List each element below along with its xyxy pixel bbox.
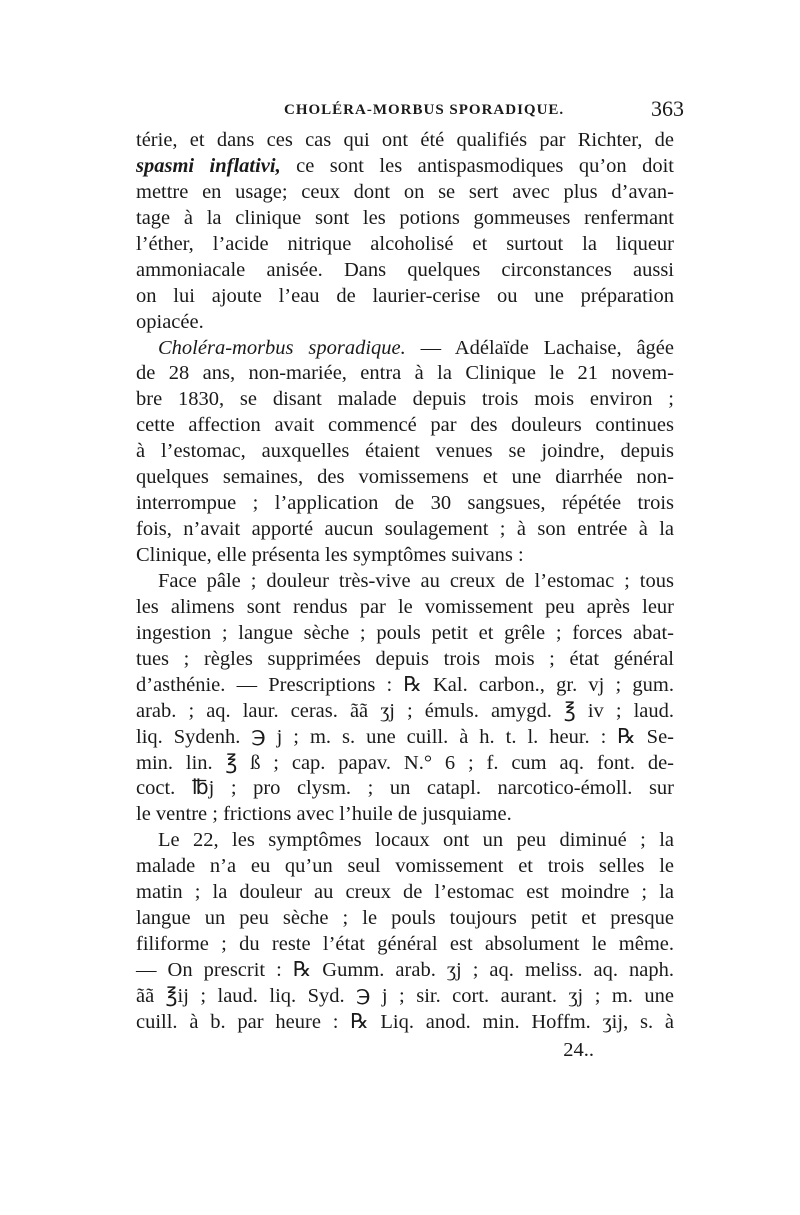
text-line — [136, 258, 674, 284]
body-text — [136, 128, 674, 1064]
text-line — [136, 336, 674, 362]
text-segment: matin ; la douleur au creux de l’estomac est moindre ; la — [136, 881, 674, 904]
text-segment: le ventre ; frictions avec l’huile de jusquiame. — [136, 803, 512, 826]
text-segment: 24.. — [563, 1038, 594, 1061]
text-line — [136, 984, 674, 1010]
text-line — [136, 310, 674, 336]
text-segment: à l’estomac, auxquelles étaient venues se joindre, depuis — [136, 440, 674, 463]
text-line — [136, 128, 674, 154]
text-line — [136, 232, 674, 258]
text-line — [136, 880, 674, 906]
text-segment: cette affection avait commencé par des douleurs continues — [136, 414, 674, 437]
text-line — [136, 621, 674, 647]
text-segment: opiacée. — [136, 310, 204, 333]
text-line — [136, 725, 674, 751]
text-line — [136, 413, 674, 439]
text-segment: min. lin. ℥ ß ; cap. papav. N.° 6 ; f. cum aq. font. de- — [136, 751, 674, 774]
text-line — [136, 284, 674, 310]
text-line — [136, 569, 674, 595]
text-segment: tues ; règles supprimées depuis trois mois ; état général — [136, 647, 674, 670]
text-segment: Choléra-morbus sporadique. — [158, 336, 406, 359]
text-line — [136, 543, 674, 569]
text-segment: spasmi inflativi, — [136, 154, 281, 177]
text-line — [136, 673, 674, 699]
text-line — [136, 517, 674, 543]
text-line — [136, 854, 674, 880]
text-segment: les alimens sont rendus par le vomissement peu après leur — [136, 595, 674, 618]
text-line — [136, 387, 674, 413]
text-line — [136, 751, 674, 777]
text-segment: de 28 ans, non-mariée, entra à la Clinique le 21 novem- — [136, 362, 674, 385]
text-segment: on lui ajoute l’eau de laurier-cerise ou une préparation — [136, 284, 674, 307]
text-segment: malade n’a eu qu’un seul vomissement et trois selles le — [136, 855, 674, 878]
text-segment: térie, et dans ces cas qui ont été qualifiés par Richter, de — [136, 129, 674, 151]
text-segment: coct. ℔j ; pro clysm. ; un catapl. narcotico-émoll. sur — [136, 777, 674, 800]
text-segment: fois, n’avait apporté aucun soulagement ; à son entrée à la — [136, 518, 674, 541]
text-line — [136, 776, 674, 802]
text-line — [136, 206, 674, 232]
text-segment: ingestion ; langue sèche ; pouls petit et grêle ; forces abat- — [136, 621, 674, 644]
text-segment: — On prescrit : ℞ Gumm. arab. ʒj ; aq. meliss. aq. naph. — [136, 959, 674, 981]
running-head — [136, 96, 684, 124]
running-title: CHOLÉRA-MORBUS SPORADIQUE. — [284, 102, 565, 118]
text-line — [136, 1010, 674, 1036]
text-line — [136, 647, 674, 673]
text-segment: cuill. à b. par heure : ℞ Liq. anod. min. Hoffm. ʒij, s. à — [136, 1010, 674, 1033]
text-line — [136, 154, 674, 180]
text-segment: quelques semaines, des vomissemens et une diarrhée non- — [136, 466, 674, 489]
text-segment: filiforme ; du reste l’état général est absolument le même. — [136, 933, 674, 956]
text-segment: interrompue ; l’application de 30 sangsues, répétée trois — [136, 492, 674, 515]
text-segment: Face pâle ; douleur très-vive au creux de l’estomac ; tous — [158, 569, 674, 592]
page-number: 363 — [651, 96, 684, 121]
text-segment: — Adélaïde Lachaise, âgée — [405, 336, 674, 359]
text-line — [136, 699, 674, 725]
text-line — [136, 906, 674, 932]
text-line — [136, 595, 674, 621]
text-segment: Le 22, les symptômes locaux ont un peu diminué ; la — [158, 829, 674, 852]
text-segment: liq. Sydenh. ℈ j ; m. s. une cuill. à h. t. l. heur. : ℞ Se- — [136, 725, 674, 748]
text-line — [136, 802, 674, 828]
catchword — [136, 1038, 674, 1064]
text-line — [136, 361, 674, 387]
text-segment: tage à la clinique sont les potions gommeuses renfermant — [136, 206, 674, 229]
text-segment: ammoniacale anisée. Dans quelques circonstances aussi — [136, 258, 674, 281]
text-segment: bre 1830, se disant malade depuis trois mois environ ; — [136, 388, 674, 411]
text-line — [136, 439, 674, 465]
text-segment: Clinique, elle présenta les symptômes suivans : — [136, 544, 524, 566]
text-segment: ce sont les antispasmodiques qu’on doit — [280, 154, 674, 177]
text-line — [136, 958, 674, 984]
text-line — [136, 491, 674, 517]
text-segment: d’asthénie. — Prescriptions : ℞ Kal. carbon., gr. vj ; gum. — [136, 673, 674, 696]
text-line — [136, 828, 674, 854]
text-line — [136, 465, 674, 491]
text-segment: langue un peu sèche ; le pouls toujours petit et presque — [136, 907, 674, 930]
text-line — [136, 932, 674, 958]
text-segment: ãã ℥ij ; laud. liq. Syd. ℈ j ; sir. cort. aurant. ʒj ; m. une — [136, 984, 674, 1007]
text-segment: l’éther, l’acide nitrique alcoholisé et surtout la liqueur — [136, 232, 674, 255]
text-segment: arab. ; aq. laur. ceras. ãã ʒj ; émuls. amygd. ℥ iv ; laud. — [136, 699, 674, 722]
text-line — [136, 180, 674, 206]
text-segment: mettre en usage; ceux dont on se sert avec plus d’avan- — [136, 180, 674, 203]
